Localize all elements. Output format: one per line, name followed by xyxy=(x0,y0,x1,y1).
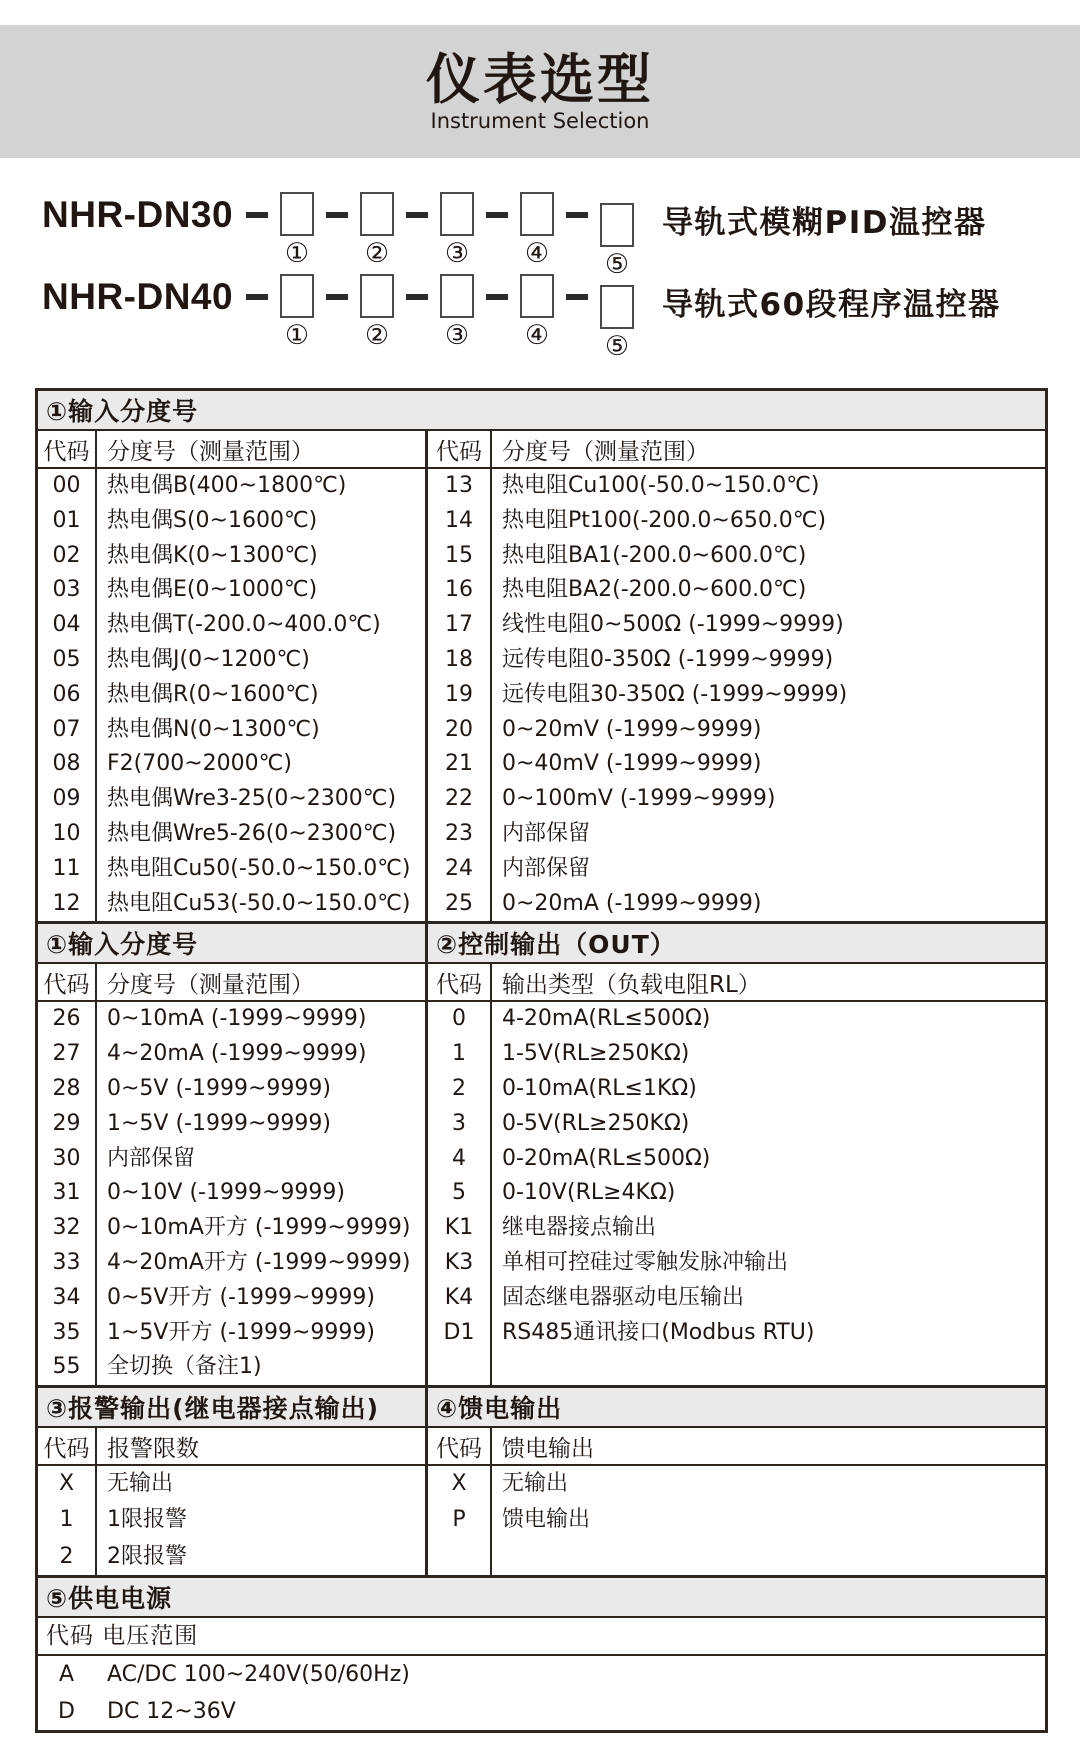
desc-header: 分度号（测量范围） xyxy=(502,438,709,465)
table-row xyxy=(428,782,1045,817)
position-number: ② xyxy=(364,238,390,269)
position-number: ② xyxy=(364,320,390,351)
desc-header: 报警限数 xyxy=(107,1435,199,1462)
dash-separator xyxy=(566,212,588,218)
desc-cell: 热电阻BA1(-200.0~600.0℃) xyxy=(502,542,807,568)
desc-cell: 单相可控硅过零触发脉冲输出 xyxy=(502,1249,789,1275)
position-number: ④ xyxy=(524,238,550,269)
dash-separator xyxy=(246,294,268,300)
section-data xyxy=(38,1466,1045,1575)
table-row xyxy=(428,1502,1045,1538)
dash-separator xyxy=(406,294,428,300)
table-row xyxy=(38,608,425,643)
desc-cell: 0~5V (-1999~9999) xyxy=(107,1075,331,1101)
code-header: 代码 xyxy=(436,971,482,998)
option-box xyxy=(600,285,634,329)
code-cell: 03 xyxy=(52,577,81,603)
desc-cell: 无输出 xyxy=(502,1471,569,1497)
code-cell: 07 xyxy=(52,716,81,742)
code-cell: 20 xyxy=(445,716,473,742)
table-row xyxy=(428,1281,1045,1316)
code-cell: 4 xyxy=(452,1145,466,1171)
table-row xyxy=(428,1037,1045,1072)
desc-cell: 2限报警 xyxy=(107,1543,187,1569)
desc-cell: 0-10mA(RL≤1KΩ) xyxy=(502,1075,697,1101)
code-cell: 10 xyxy=(52,820,81,846)
column-header-row xyxy=(38,1428,1045,1466)
code-cell: 35 xyxy=(52,1319,81,1345)
table-row xyxy=(38,1316,425,1351)
title-banner xyxy=(0,25,1080,158)
table-row xyxy=(38,713,425,748)
model-description: 导轨式模糊PID温控器 xyxy=(662,205,987,241)
table-row xyxy=(428,713,1045,748)
table-row xyxy=(428,747,1045,782)
table-row xyxy=(428,469,1045,504)
table-row xyxy=(428,887,1045,922)
position-number: ③ xyxy=(444,320,470,351)
desc-cell: 0~10mA开方 (-1999~9999) xyxy=(107,1215,411,1241)
table-row xyxy=(38,469,425,504)
desc-cell: 全切换（备注1) xyxy=(107,1354,262,1380)
table-row xyxy=(38,1693,1045,1730)
dash-separator xyxy=(486,212,508,218)
desc-cell: 热电偶B(400~1800℃) xyxy=(107,473,347,498)
option-box xyxy=(360,192,394,236)
code-cell: 24 xyxy=(445,855,473,881)
desc-cell: DC 12~36V xyxy=(107,1699,236,1725)
table-row xyxy=(38,1246,425,1281)
model-position xyxy=(440,192,474,269)
desc-cell: 固态继电器驱动电压输出 xyxy=(502,1284,745,1310)
table-row xyxy=(38,1176,425,1211)
section-header xyxy=(38,1388,1045,1428)
code-cell: 11 xyxy=(52,855,81,881)
table-row xyxy=(428,852,1045,887)
desc-cell: 0~40mV (-1999~9999) xyxy=(502,751,762,777)
code-cell: 14 xyxy=(445,507,473,533)
table-row xyxy=(38,539,425,574)
table-row xyxy=(428,1466,1045,1502)
desc-cell: 线性电阻0~500Ω (-1999~9999) xyxy=(502,612,844,638)
code-cell: 33 xyxy=(52,1249,81,1275)
desc-cell: 热电偶R(0~1600℃) xyxy=(107,681,319,707)
code-cell: 3 xyxy=(452,1110,466,1136)
code-cell: P xyxy=(452,1507,466,1533)
model-position xyxy=(600,203,634,280)
position-number: ④ xyxy=(524,320,550,351)
option-box xyxy=(360,274,394,318)
code-cell: 02 xyxy=(52,542,81,568)
table-row xyxy=(428,608,1045,643)
dash-separator xyxy=(566,294,588,300)
code-cell: 34 xyxy=(52,1284,81,1310)
column-header-left xyxy=(38,964,425,1000)
table-row xyxy=(38,504,425,539)
desc-cell: 热电阻Cu53(-50.0~150.0℃) xyxy=(107,890,411,916)
desc-cell: 内部保留 xyxy=(502,855,591,881)
desc-cell: 热电阻Pt100(-200.0~650.0℃) xyxy=(502,507,827,533)
option-box xyxy=(520,274,554,318)
table-row xyxy=(38,1656,1045,1693)
model-row xyxy=(42,274,1001,362)
data-half-left xyxy=(38,1466,425,1575)
table-row xyxy=(428,1107,1045,1142)
section-title: ④馈电输出 xyxy=(425,1388,1045,1426)
table-row xyxy=(38,1281,425,1316)
code-cell: 32 xyxy=(52,1215,81,1241)
data-half-right xyxy=(425,469,1045,921)
desc-cell: 1-5V(RL≥250KΩ) xyxy=(502,1041,690,1067)
model-description: 导轨式60段程序温控器 xyxy=(662,287,1001,323)
model-position xyxy=(520,192,554,269)
code-cell: X xyxy=(58,1471,75,1497)
page-subtitle: Instrument Selection xyxy=(430,108,650,133)
desc-cell: 1~5V (-1999~9999) xyxy=(107,1110,331,1136)
column-header-right xyxy=(425,1428,1045,1464)
code-cell: 19 xyxy=(445,681,473,707)
desc-cell: 0~20mV (-1999~9999) xyxy=(502,716,762,742)
table-row xyxy=(428,1002,1045,1037)
desc-cell: 0-20mA(RL≤500Ω) xyxy=(502,1145,711,1171)
model-position xyxy=(280,192,314,269)
desc-cell: 远传电阻30-350Ω (-1999~9999) xyxy=(502,681,848,707)
section-header xyxy=(38,1578,1045,1618)
desc-header: 馈电输出 xyxy=(502,1435,594,1462)
desc-cell: 热电偶Wre3-25(0~2300℃) xyxy=(107,786,397,812)
table-row xyxy=(38,1502,425,1538)
code-cell: 12 xyxy=(52,890,81,916)
page-title: 仪表选型 xyxy=(426,47,654,111)
code-cell: 17 xyxy=(445,612,473,638)
code-cell: X xyxy=(451,1471,467,1497)
table-section xyxy=(38,1575,1045,1730)
table-row xyxy=(428,1176,1045,1211)
option-box xyxy=(280,192,314,236)
data-half-left xyxy=(38,1002,425,1385)
column-header-right xyxy=(425,964,1045,1000)
code-cell: 21 xyxy=(445,751,473,777)
table-row xyxy=(38,1107,425,1142)
table-section xyxy=(38,1385,1045,1575)
desc-cell: 热电偶E(0~1000℃) xyxy=(107,577,318,603)
code-cell: 16 xyxy=(445,577,473,603)
option-box xyxy=(520,192,554,236)
column-header-left xyxy=(38,431,425,467)
position-number: ⑤ xyxy=(604,249,630,280)
code-header: 代码 xyxy=(436,1435,482,1462)
code-cell: 2 xyxy=(59,1543,74,1569)
table-row xyxy=(38,817,425,852)
code-header: 代码 xyxy=(43,1435,90,1462)
code-cell: 13 xyxy=(445,473,473,498)
table-row xyxy=(38,887,425,922)
desc-cell: 0~5V开方 (-1999~9999) xyxy=(107,1284,375,1310)
table-row xyxy=(428,678,1045,713)
column-header-row xyxy=(38,964,1045,1002)
desc-cell: 无输出 xyxy=(107,1471,174,1497)
code-cell: 15 xyxy=(445,542,473,568)
table-row xyxy=(428,817,1045,852)
code-cell: 18 xyxy=(445,646,473,672)
code-cell: 23 xyxy=(445,820,473,846)
desc-header: 分度号（测量范围） xyxy=(107,438,314,465)
code-cell: 26 xyxy=(52,1006,81,1032)
table-row xyxy=(38,852,425,887)
desc-cell: 热电阻Cu100(-50.0~150.0℃) xyxy=(502,473,820,498)
code-cell: 55 xyxy=(52,1354,81,1380)
desc-cell: 内部保留 xyxy=(107,1145,196,1171)
section-title: ③报警输出(继电器接点输出) xyxy=(46,1394,380,1424)
option-box xyxy=(440,274,474,318)
position-number: ⑤ xyxy=(604,331,630,362)
desc-cell: 热电阻BA2(-200.0~600.0℃) xyxy=(502,577,807,603)
code-header: 代码 xyxy=(436,438,482,465)
code-cell: K1 xyxy=(444,1215,474,1241)
data-half-left xyxy=(38,469,425,921)
code-cell: D1 xyxy=(443,1319,475,1345)
desc-cell: 0~20mA (-1999~9999) xyxy=(502,890,762,916)
section-title: ①输入分度号 xyxy=(46,930,199,960)
column-header-right xyxy=(425,431,1045,467)
data-half-right xyxy=(425,1002,1045,1385)
code-cell: 0 xyxy=(452,1006,466,1032)
desc-cell: 内部保留 xyxy=(502,820,591,846)
desc-cell: AC/DC 100~240V(50/60Hz) xyxy=(107,1662,410,1688)
desc-cell: 馈电输出 xyxy=(502,1507,591,1533)
section-title: ①输入分度号 xyxy=(46,397,199,426)
section-title: ⑤供电电源 xyxy=(46,1584,173,1614)
table-row xyxy=(38,1211,425,1246)
table-row xyxy=(38,1350,425,1385)
option-box xyxy=(600,203,634,247)
code-cell: D xyxy=(58,1699,75,1725)
desc-cell: 4~20mA (-1999~9999) xyxy=(107,1041,367,1067)
table-row xyxy=(38,1142,425,1177)
code-cell: 1 xyxy=(452,1041,466,1067)
option-box xyxy=(280,274,314,318)
desc-cell: 热电偶N(0~1300℃) xyxy=(107,716,320,742)
table-row xyxy=(428,1142,1045,1177)
code-cell: A xyxy=(58,1662,75,1688)
section-header xyxy=(38,924,1045,964)
desc-header: 分度号（测量范围） xyxy=(107,971,314,998)
table-row xyxy=(38,643,425,678)
desc-cell: 0~10mA (-1999~9999) xyxy=(107,1006,367,1032)
table-row xyxy=(38,1002,425,1037)
table-row xyxy=(428,1211,1045,1246)
section-header xyxy=(38,391,1045,431)
code-cell: 08 xyxy=(52,751,81,777)
selection-table xyxy=(35,388,1048,1733)
table-row xyxy=(38,1072,425,1107)
section-data xyxy=(38,1002,1045,1385)
desc-cell: 0~10V (-1999~9999) xyxy=(107,1180,345,1206)
model-diagrams xyxy=(42,192,1001,362)
table-row xyxy=(38,1466,425,1502)
table-row xyxy=(428,643,1045,678)
desc-cell: 热电偶T(-200.0~400.0℃) xyxy=(107,612,381,638)
table-row xyxy=(38,747,425,782)
position-number: ③ xyxy=(444,238,470,269)
column-header-row xyxy=(38,431,1045,469)
table-row xyxy=(428,539,1045,574)
desc-cell: 4-20mA(RL≤500Ω) xyxy=(502,1006,711,1032)
code-cell: 30 xyxy=(52,1145,81,1171)
desc-cell: 热电偶S(0~1600℃) xyxy=(107,507,318,533)
model-position xyxy=(360,192,394,269)
desc-cell: 热电阻Cu50(-50.0~150.0℃) xyxy=(107,855,411,881)
desc-header: 输出类型（负载电阻RL） xyxy=(502,971,761,998)
desc-cell: 4~20mA开方 (-1999~9999) xyxy=(107,1249,411,1275)
column-header-left xyxy=(38,1428,425,1464)
desc-cell: 继电器接点输出 xyxy=(502,1215,657,1241)
code-cell: 5 xyxy=(452,1180,466,1206)
table-row xyxy=(38,782,425,817)
code-cell: 05 xyxy=(52,646,81,672)
table-section xyxy=(38,391,1045,921)
code-header: 代码 xyxy=(43,971,90,998)
dash-separator xyxy=(246,212,268,218)
table-row xyxy=(428,504,1045,539)
model-row xyxy=(42,192,1001,280)
model-position xyxy=(280,274,314,351)
code-cell: 09 xyxy=(52,786,81,812)
code-cell: 25 xyxy=(445,890,473,916)
code-cell: 22 xyxy=(445,786,473,812)
position-number: ① xyxy=(284,238,310,269)
data-half-right xyxy=(425,1466,1045,1575)
model-position xyxy=(440,274,474,351)
table-row xyxy=(428,1316,1045,1351)
code-cell: 04 xyxy=(52,612,81,638)
code-cell: 27 xyxy=(52,1041,81,1067)
table-row xyxy=(38,678,425,713)
table-row xyxy=(428,1246,1045,1281)
table-row xyxy=(38,573,425,608)
desc-cell: 0-5V(RL≥250KΩ) xyxy=(502,1110,690,1136)
desc-cell: 热电偶K(0~1300℃) xyxy=(107,542,318,568)
table-row xyxy=(428,1072,1045,1107)
table-section xyxy=(38,921,1045,1385)
dash-separator xyxy=(486,294,508,300)
code-cell: 28 xyxy=(52,1075,81,1101)
dash-separator xyxy=(406,212,428,218)
desc-cell: 0-10V(RL≥4KΩ) xyxy=(502,1180,676,1206)
code-cell: K4 xyxy=(444,1284,474,1310)
model-name: NHR-DN30 xyxy=(42,194,234,235)
desc-cell: 热电偶Wre5-26(0~2300℃) xyxy=(107,820,397,846)
dash-separator xyxy=(326,294,348,300)
model-position xyxy=(520,274,554,351)
code-cell: 31 xyxy=(52,1180,81,1206)
desc-cell: 1限报警 xyxy=(107,1507,187,1533)
desc-cell: 远传电阻0-350Ω (-1999~9999) xyxy=(502,646,834,672)
code-cell: 1 xyxy=(59,1507,74,1533)
position-number: ① xyxy=(284,320,310,351)
code-cell: 2 xyxy=(452,1075,466,1101)
code-cell: 06 xyxy=(52,681,81,707)
desc-cell: RS485通讯接口(Modbus RTU) xyxy=(502,1319,815,1345)
section-title: ②控制输出（OUT） xyxy=(425,924,1045,962)
table-row xyxy=(428,573,1045,608)
code-cell: K3 xyxy=(444,1249,474,1275)
model-position xyxy=(600,285,634,362)
code-header: 代码 xyxy=(43,438,90,465)
code-cell: 00 xyxy=(52,473,81,498)
table-row xyxy=(38,1539,425,1575)
option-box xyxy=(440,192,474,236)
dash-separator xyxy=(326,212,348,218)
code-cell: 29 xyxy=(52,1110,81,1136)
code-cell: 01 xyxy=(52,507,81,533)
model-name: NHR-DN40 xyxy=(42,276,234,317)
section-data xyxy=(38,469,1045,921)
desc-cell: 热电偶J(0~1200℃) xyxy=(107,646,310,672)
desc-cell: F2(700~2000℃) xyxy=(107,751,292,777)
model-position xyxy=(360,274,394,351)
table-row xyxy=(38,1037,425,1072)
column-header-row: 代码 电压范围 xyxy=(38,1618,1045,1656)
desc-cell: 1~5V开方 (-1999~9999) xyxy=(107,1319,375,1345)
desc-cell: 0~100mV (-1999~9999) xyxy=(502,786,776,812)
